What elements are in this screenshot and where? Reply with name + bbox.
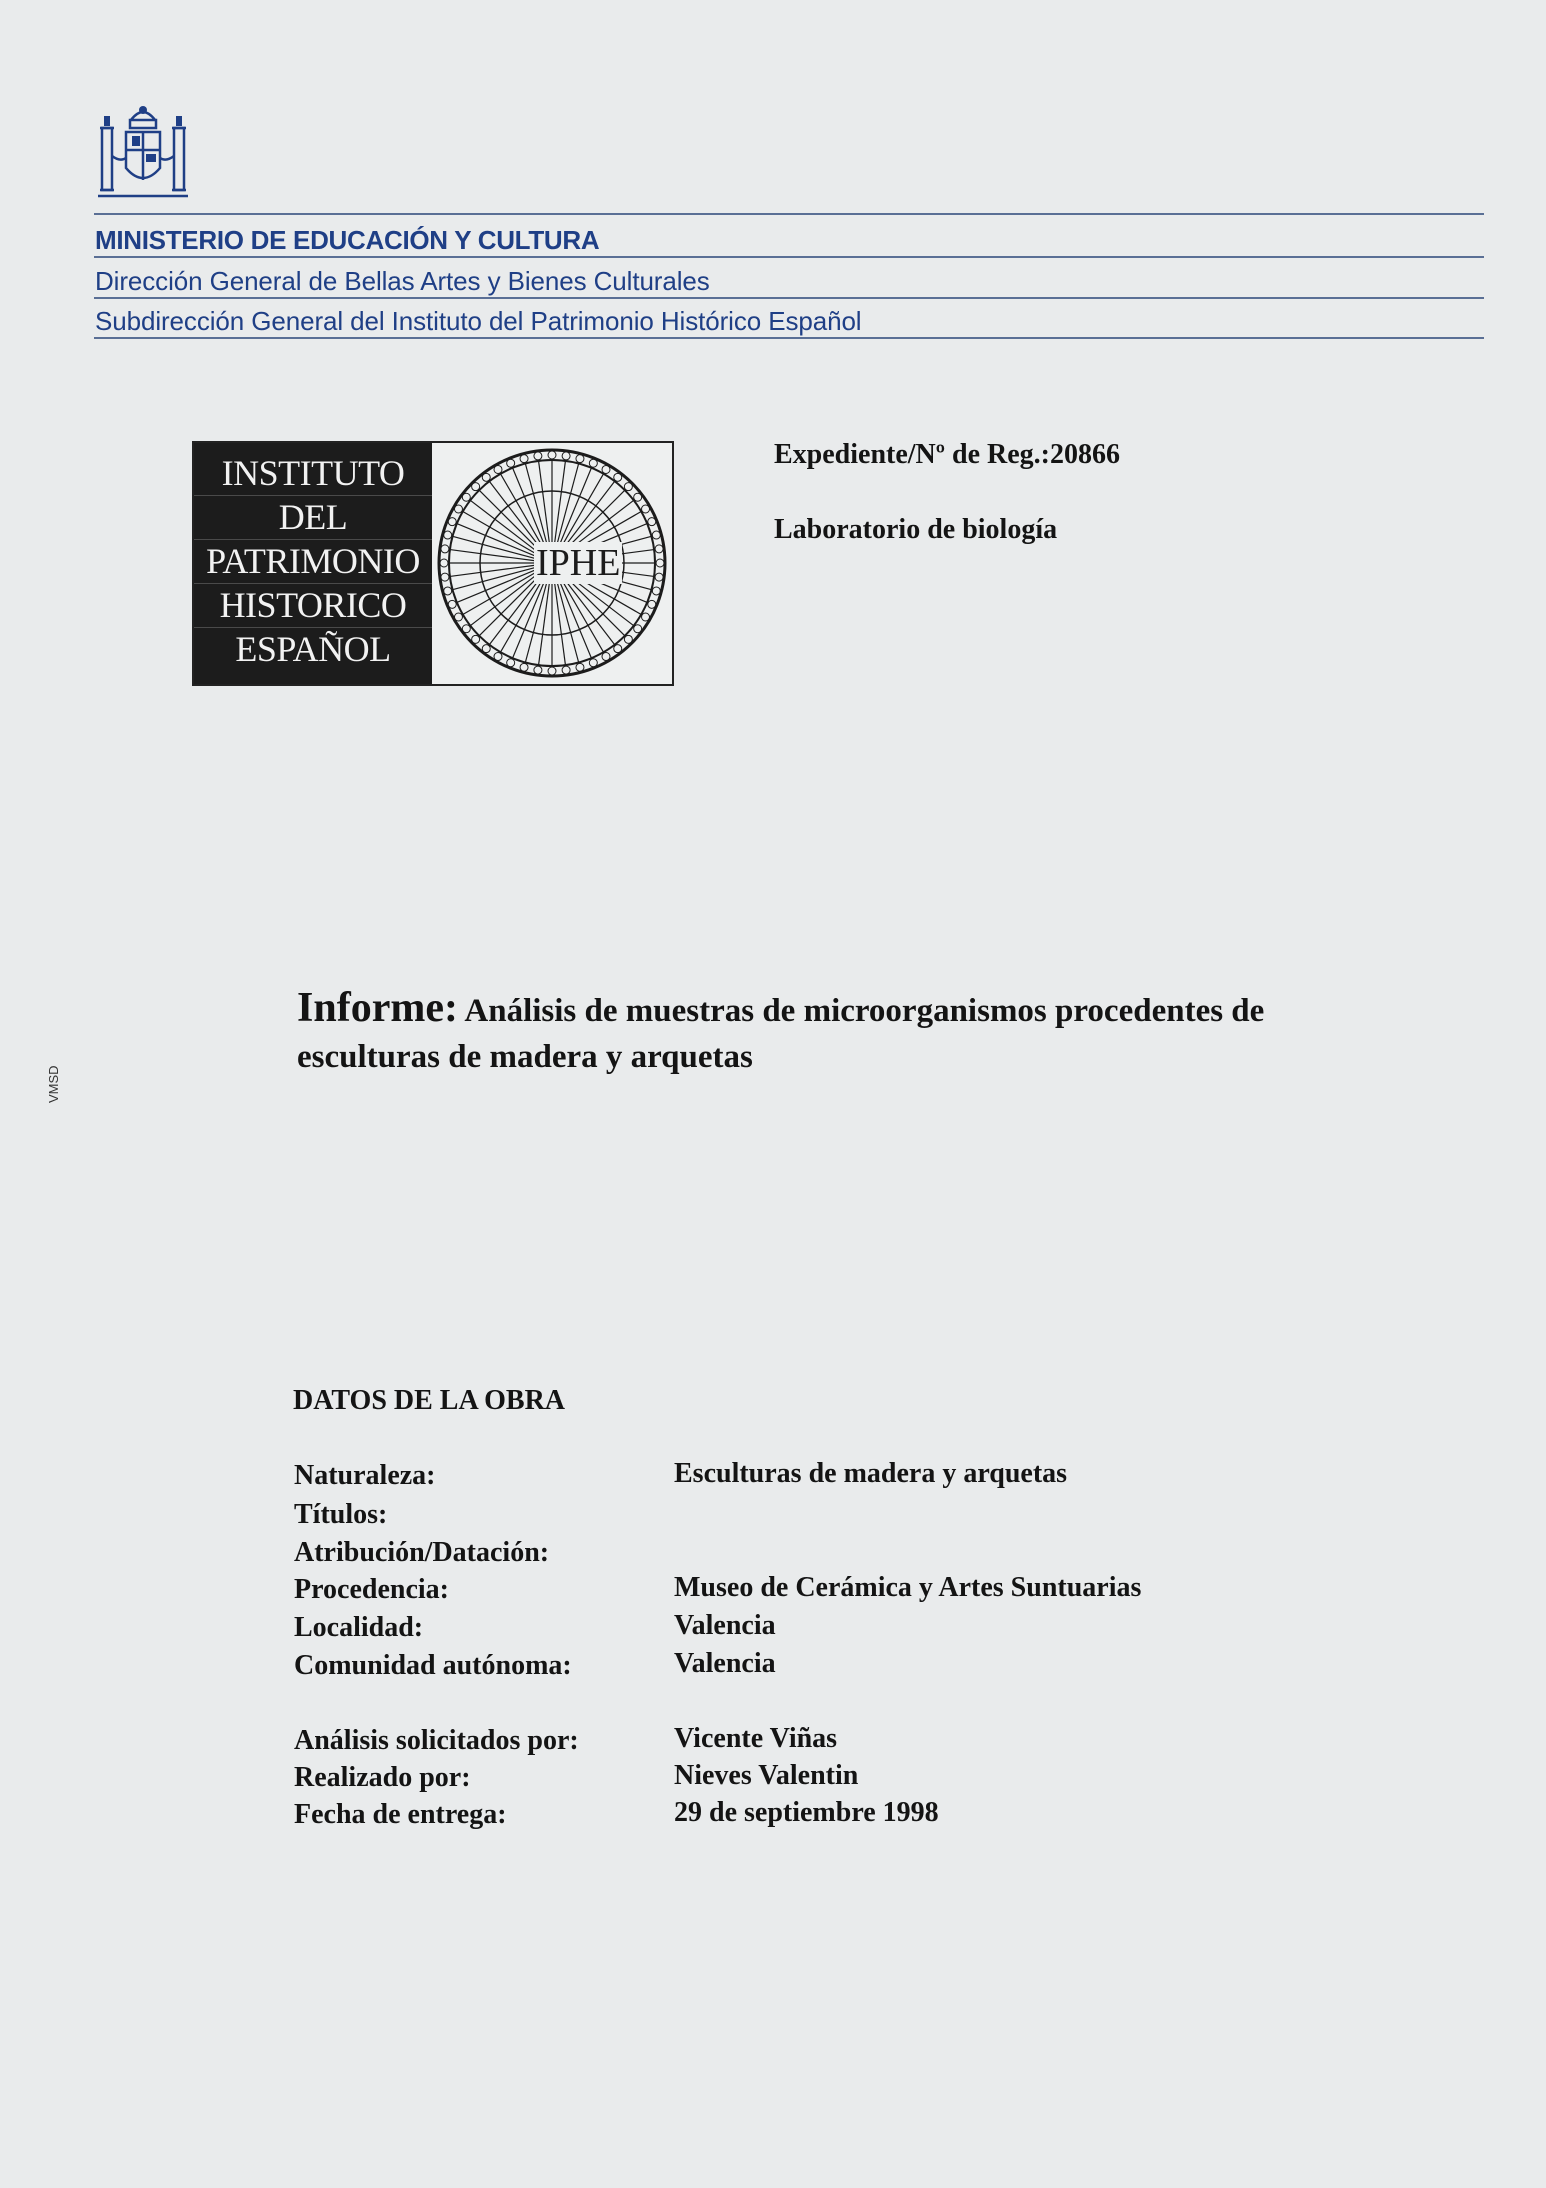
field-value-performed-by: Nieves Valentin	[674, 1760, 859, 1791]
logo-acronym: IPHE	[536, 542, 621, 584]
field-value-requested-by: Vicente Viñas	[674, 1723, 838, 1754]
field-label-nature: Naturaleza:	[294, 1460, 436, 1491]
section-title: DATOS DE LA OBRA	[293, 1385, 566, 1416]
laboratory-name: Laboratorio de biología	[774, 514, 1058, 545]
field-label-requested-by: Análisis solicitados por:	[294, 1725, 579, 1756]
report-title-line2: esculturas de madera y arquetas	[297, 1039, 753, 1075]
field-label-region: Comunidad autónoma:	[294, 1650, 572, 1681]
field-label-attribution: Atribución/Datación:	[294, 1537, 550, 1568]
field-label-titles: Títulos:	[294, 1499, 388, 1530]
field-label-locality: Localidad:	[294, 1612, 424, 1643]
report-heading	[297, 985, 1447, 1080]
field-label-provenance: Procedencia:	[294, 1574, 449, 1605]
field-value-nature: Esculturas de madera y arquetas	[674, 1458, 1068, 1489]
report-title-line1: Análisis de muestras de microorganismos procedentes de	[464, 993, 1265, 1029]
ministry-name: MINISTERIO DE EDUCACIÓN Y CULTURA	[95, 225, 600, 255]
report-label: Informe:	[297, 985, 458, 1031]
coat-of-arms-icon	[94, 98, 192, 206]
logo-word: DEL	[194, 495, 432, 540]
subdirectorate-name: Subdirección General del Instituto del Patrimonio Histórico Español	[95, 306, 862, 336]
side-mark: VMSD	[46, 1065, 61, 1103]
logo-word: ESPAÑOL	[235, 629, 391, 669]
field-value-delivery-date: 29 de septiembre 1998	[674, 1797, 939, 1828]
header-rule	[94, 256, 1484, 258]
logo-wordmark	[194, 443, 432, 684]
header-rule	[94, 297, 1484, 299]
field-value-provenance: Museo de Cerámica y Artes Suntuarias	[674, 1572, 1142, 1603]
logo-word: PATRIMONIO	[194, 539, 432, 584]
field-label-performed-by: Realizado por:	[294, 1762, 471, 1793]
field-value-locality: Valencia	[674, 1610, 776, 1641]
logo-word: HISTORICO	[194, 583, 432, 628]
record-number: Expediente/Nº de Reg.:20866	[774, 439, 1120, 470]
directorate-name: Dirección General de Bellas Artes y Bienes Culturales	[95, 266, 710, 296]
field-value-region: Valencia	[674, 1648, 776, 1679]
iphe-logo	[192, 441, 674, 686]
logo-word: INSTITUTO	[194, 451, 432, 496]
field-label-delivery-date: Fecha de entrega:	[294, 1799, 507, 1830]
header-rule	[94, 337, 1484, 339]
header-rule	[94, 213, 1484, 215]
